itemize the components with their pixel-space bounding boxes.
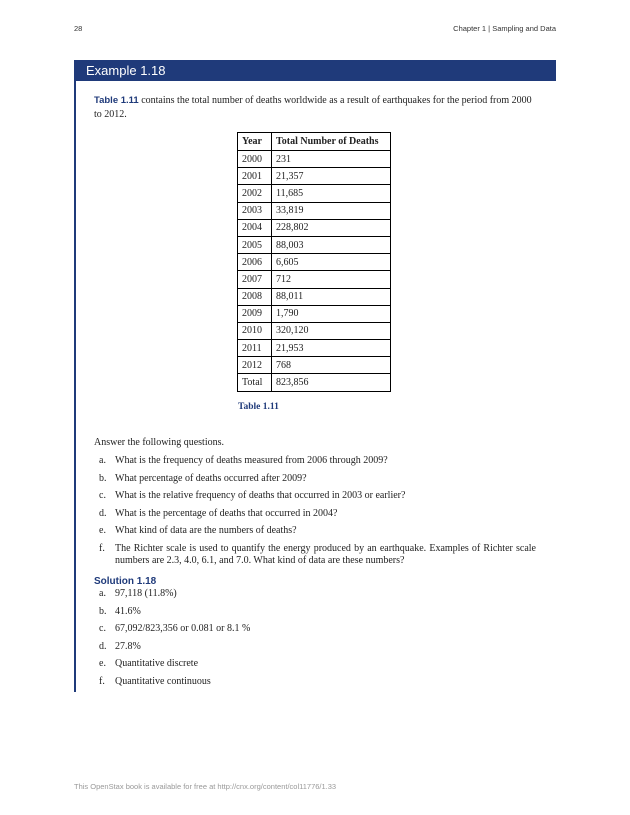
deaths-cell: 1,790 (272, 305, 391, 322)
example-left-rule (74, 81, 76, 692)
solution-text: 27.8% (115, 640, 141, 652)
question-letter: f. (99, 542, 105, 554)
question-text: What kind of data are the numbers of deaths? (115, 525, 297, 536)
solution-text: Quantitative continuous (115, 675, 211, 687)
deaths-cell: 21,357 (272, 168, 391, 185)
year-cell: 2004 (238, 219, 272, 236)
question-letter: d. (99, 507, 107, 519)
year-cell: 2000 (238, 151, 272, 168)
year-cell: 2005 (238, 236, 272, 253)
question-text: What is the relative frequency of deaths that occurred in 2003 or earlier? (115, 490, 406, 501)
question-letter: c. (99, 490, 106, 501)
table-row (238, 305, 391, 322)
deaths-cell: 11,685 (272, 185, 391, 202)
example-title: Example 1.18 (74, 60, 556, 81)
solution-text: 67,092/823,356 or 0.081 or 8.1 % (115, 623, 251, 634)
year-cell: 2009 (238, 305, 272, 322)
year-cell: 2007 (238, 271, 272, 288)
solution-text: 41.6% (115, 605, 141, 617)
questions-intro: Answer the following questions. (94, 437, 224, 448)
question-item (94, 543, 536, 567)
solution-text: 97,118 (11.8%) (115, 588, 177, 599)
table-reference-link[interactable]: Table 1.11 (94, 95, 139, 106)
question-item (94, 525, 536, 537)
table-row (238, 219, 391, 236)
total-value-cell: 823,856 (272, 374, 391, 391)
solution-letter: f. (99, 675, 105, 687)
solution-item (94, 606, 536, 618)
table-row (238, 185, 391, 202)
solution-letter: d. (99, 640, 107, 652)
year-cell: 2008 (238, 288, 272, 305)
earthquake-deaths-table (237, 132, 391, 392)
table-row (238, 288, 391, 305)
deaths-cell: 88,011 (272, 288, 391, 305)
question-item (94, 508, 536, 520)
table-caption: Table 1.11 (238, 402, 279, 412)
question-letter: e. (99, 525, 106, 536)
page-header (74, 24, 556, 38)
intro-paragraph (94, 94, 536, 122)
column-header-deaths: Total Number of Deaths (272, 133, 391, 151)
deaths-cell: 6,605 (272, 254, 391, 271)
year-cell: 2001 (238, 168, 272, 185)
table-row (238, 271, 391, 288)
table-total-row (238, 374, 391, 391)
column-header-year: Year (238, 133, 272, 151)
solution-letter: c. (99, 623, 106, 634)
solution-item (94, 588, 536, 600)
solution-title: Solution 1.18 (94, 576, 157, 587)
year-cell: 2003 (238, 202, 272, 219)
question-item (94, 473, 536, 485)
question-text: What is the frequency of deaths measured from 2006 through 2009? (115, 455, 388, 466)
solution-letter: b. (99, 605, 107, 617)
table-row (238, 151, 391, 168)
year-cell: 2012 (238, 357, 272, 374)
solution-text: Quantitative discrete (115, 658, 199, 669)
question-letter: a. (99, 455, 106, 466)
year-cell: 2010 (238, 322, 272, 339)
question-list (94, 455, 536, 572)
table-row (238, 202, 391, 219)
question-text: What percentage of deaths occurred after 2009? (115, 472, 307, 484)
year-cell: 2006 (238, 254, 272, 271)
question-item (94, 455, 536, 467)
year-cell: 2002 (238, 185, 272, 202)
deaths-cell: 33,819 (272, 202, 391, 219)
table-row (238, 340, 391, 357)
table-row (238, 168, 391, 185)
page-number: 28 (74, 24, 83, 33)
page-footer: This OpenStax book is available for free at http://cnx.org/content/col11776/1.33 (74, 782, 337, 791)
table-row (238, 236, 391, 253)
solution-item (94, 623, 536, 635)
deaths-cell: 88,003 (272, 236, 391, 253)
year-cell: 2011 (238, 340, 272, 357)
solution-list (94, 588, 536, 693)
table-row (238, 322, 391, 339)
solution-item (94, 641, 536, 653)
deaths-cell: 712 (272, 271, 391, 288)
table-row (238, 357, 391, 374)
deaths-cell: 21,953 (272, 340, 391, 357)
total-label-cell: Total (238, 374, 272, 391)
deaths-cell: 231 (272, 151, 391, 168)
deaths-cell: 768 (272, 357, 391, 374)
table-header-row (238, 133, 391, 151)
solution-letter: e. (99, 658, 106, 669)
question-item (94, 490, 536, 502)
chapter-title: Chapter 1 | Sampling and Data (453, 24, 556, 33)
deaths-cell: 320,120 (272, 322, 391, 339)
intro-text: contains the total number of deaths worldwide as a result of earthquakes for the period from 2000 to 2012. (94, 95, 532, 120)
question-text: The Richter scale is used to quantify the energy produced by an earthquake. Examples of Richter scale numbers are 2.3, 4.0, 6.1, and 7.0. What kind of data are these numbers? (115, 542, 536, 566)
solution-item (94, 658, 536, 670)
solution-item (94, 676, 536, 688)
question-text: What is the percentage of deaths that occurred in 2004? (115, 507, 338, 519)
solution-letter: a. (99, 588, 106, 599)
table-row (238, 254, 391, 271)
question-letter: b. (99, 472, 107, 484)
deaths-cell: 228,802 (272, 219, 391, 236)
